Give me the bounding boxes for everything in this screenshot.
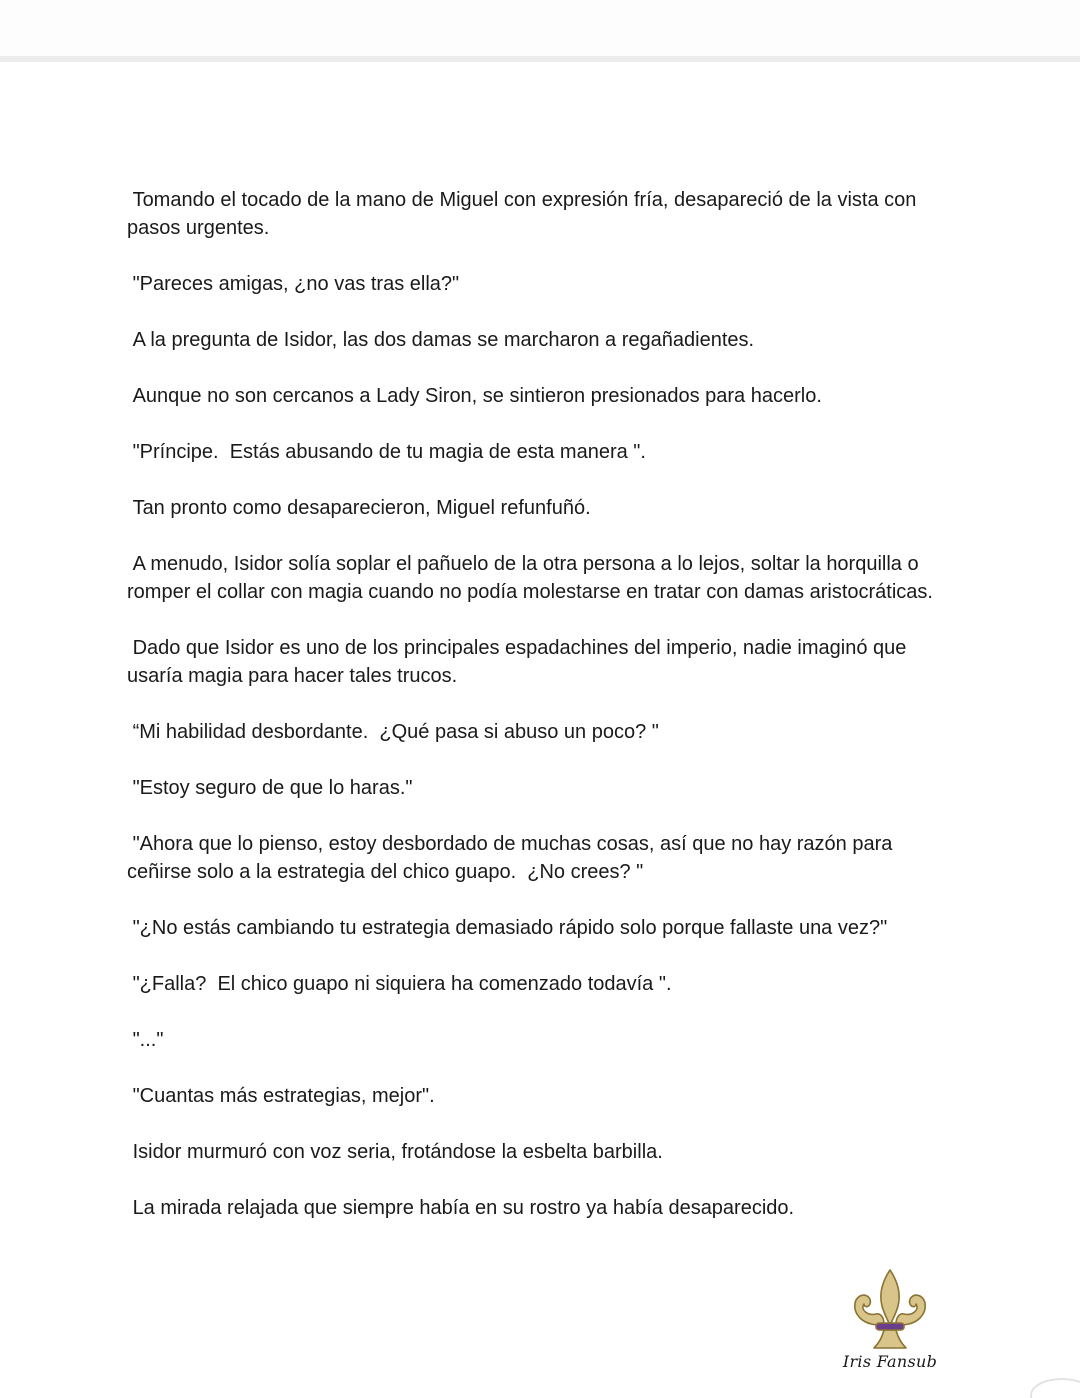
- paragraph-8: Dado que Isidor es uno de los principales espadachines del imperio, nadie imaginó que usaría magia para hacer tales trucos.: [127, 637, 912, 687]
- paragraph-6: Tan pronto como desaparecieron, Miguel refunfuñó.: [127, 497, 591, 519]
- paragraph-4: Aunque no son cercanos a Lady Siron, se sintieron presionados para hacerlo.: [127, 385, 822, 407]
- paragraph-1: Tomando el tocado de la mano de Miguel con expresión fría, desapareció de la vista con pasos urgentes.: [127, 189, 922, 239]
- paragraph-5: "Príncipe. Estás abusando de tu magia de esta manera ".: [127, 441, 646, 463]
- paragraph-7: A menudo, Isidor solía soplar el pañuelo de la otra persona a lo lejos, soltar la horquilla o romper el collar con magia cuando no podía molestarse en tratar con damas aristocráticas.: [127, 553, 933, 603]
- watermark-logo: [842, 1268, 938, 1380]
- paragraph-15: "Cuantas más estrategias, mejor".: [127, 1085, 435, 1107]
- paragraph-14: "...": [127, 1029, 164, 1051]
- paragraph-9: “Mi habilidad desbordante. ¿Qué pasa si abuso un poco? ": [127, 721, 659, 743]
- document-body: [127, 186, 962, 1250]
- paragraph-16: Isidor murmuró con voz seria, frotándose la esbelta barbilla.: [127, 1141, 663, 1163]
- corner-decoration: [1030, 1378, 1080, 1398]
- paragraph-12: "¿No estás cambiando tu estrategia demasiado rápido solo porque fallaste una vez?": [127, 917, 888, 939]
- top-bar: [0, 0, 1080, 62]
- watermark-text: Iris Fansub: [842, 1352, 938, 1371]
- paragraph-3: A la pregunta de Isidor, las dos damas se marcharon a regañadientes.: [127, 329, 755, 351]
- paragraph-13: "¿Falla? El chico guapo ni siquiera ha comenzado todavía ".: [127, 973, 672, 995]
- fleur-de-lis-icon: [848, 1268, 932, 1352]
- paragraph-17: La mirada relajada que siempre había en su rostro ya había desaparecido.: [127, 1197, 795, 1219]
- paragraph-11: "Ahora que lo pienso, estoy desbordado de muchas cosas, así que no hay razón para ceñirse solo a la estrategia del chico guapo. ¿No crees? ": [127, 833, 898, 883]
- paragraph-10: "Estoy seguro de que lo haras.": [127, 777, 413, 799]
- paragraph-2: "Pareces amigas, ¿no vas tras ella?": [127, 273, 460, 295]
